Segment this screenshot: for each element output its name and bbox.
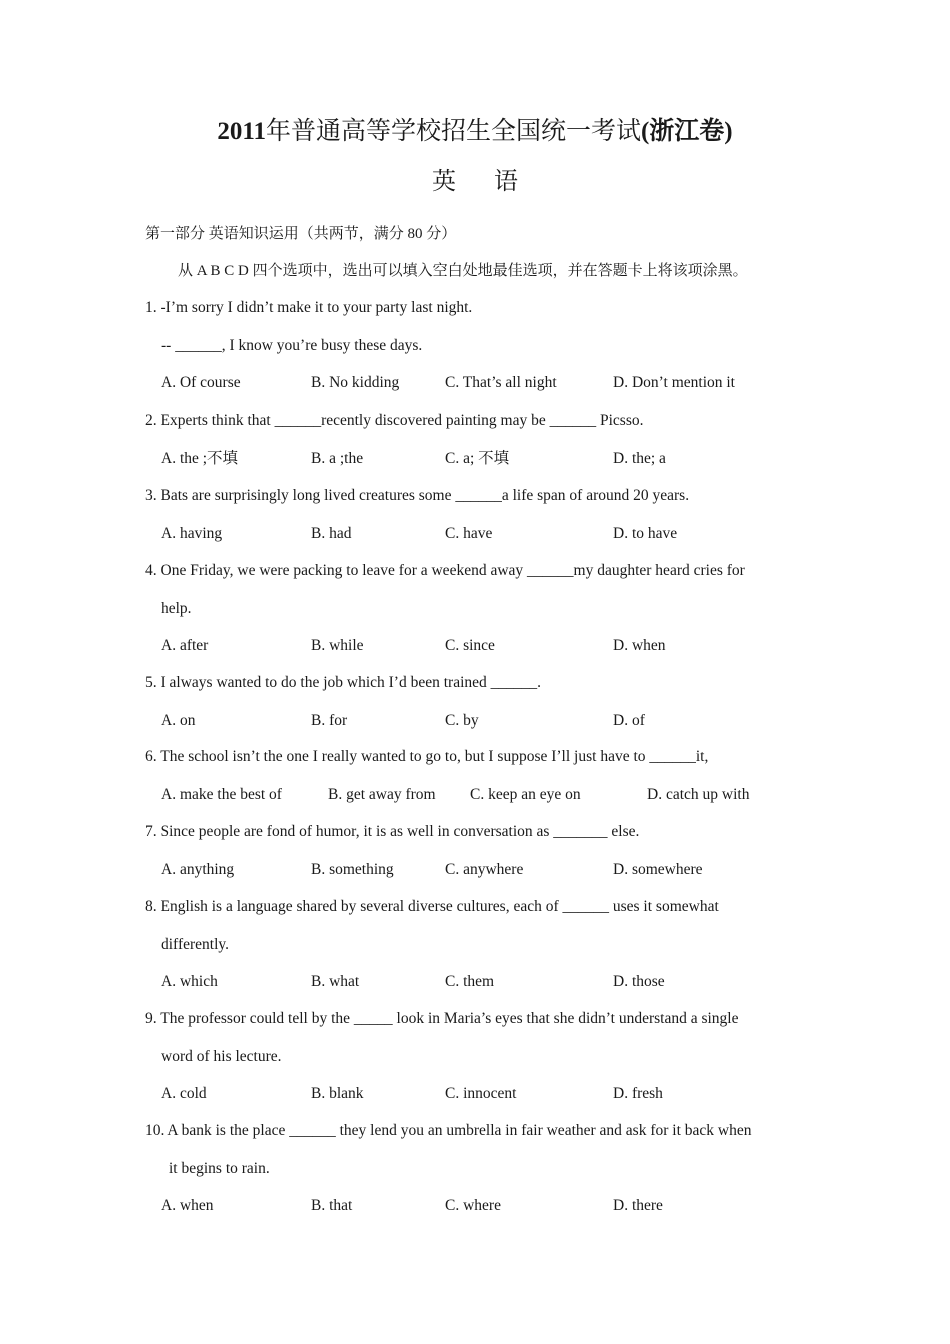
subject-heading: 英 语 xyxy=(432,169,534,195)
answer-option-b: B. what xyxy=(311,973,360,990)
answer-option-b: B. that xyxy=(311,1197,353,1214)
question-stem-continuation: differently. xyxy=(161,935,230,953)
answer-option-b: B. had xyxy=(311,524,352,542)
answer-option-b: B. something xyxy=(311,860,394,878)
question-stem: 6. The school isn’t the one I really wanted to go to, but I suppose I’ll just have to ______it, xyxy=(145,748,709,765)
question-stem: 2. Experts think that ______recently discovered painting may be ______ Picsso. xyxy=(145,412,644,429)
question-stem: 7. Since people are fond of humor, it is as well in conversation as _______ else. xyxy=(145,823,640,840)
answer-option-b: B. a ;the xyxy=(311,449,364,467)
answer-option-d: D. Don’t mention it xyxy=(613,374,735,391)
question-stem: 3. Bats are surprisingly long lived creatures some ______a life span of around 20 years. xyxy=(145,487,690,504)
answer-option-a: A. after xyxy=(161,637,209,654)
answer-option-a: A. which xyxy=(161,973,218,990)
answer-option-c: C. where xyxy=(445,1197,501,1214)
answer-option-a: A. anything xyxy=(161,860,235,878)
answer-option-b: B. for xyxy=(311,711,348,729)
answer-option-d: D. the; a xyxy=(613,449,666,467)
answer-option-b: B. No kidding xyxy=(311,374,400,391)
answer-option-d: D. when xyxy=(613,637,666,654)
answer-option-c: C. by xyxy=(445,711,479,729)
answer-option-d: D. those xyxy=(613,973,665,990)
answer-option-a: A. having xyxy=(161,524,223,542)
question-stem: 8. English is a language shared by several diverse cultures, each of ______ uses it somewhat xyxy=(145,898,719,915)
answer-option-d: D. to have xyxy=(613,524,678,542)
answer-option-d: D. there xyxy=(613,1197,663,1214)
question-stem: 4. One Friday, we were packing to leave for a weekend away ______my daughter heard cries for xyxy=(145,562,745,579)
question-stem: 5. I always wanted to do the job which I’d been trained ______. xyxy=(145,674,542,691)
answer-option-a: A. Of course xyxy=(161,374,241,391)
exam-title xyxy=(0,116,950,148)
title-province: (浙江卷) xyxy=(640,118,733,145)
answer-option-c: C. a; 不填 xyxy=(445,449,510,467)
answer-option-a: A. on xyxy=(161,711,196,729)
answer-option-c: C. them xyxy=(445,973,495,990)
answer-option-d: D. catch up with xyxy=(647,785,750,803)
answer-option-c: C. That’s all night xyxy=(445,374,557,391)
question-stem-continuation: help. xyxy=(161,599,192,617)
question-stem: 10. A bank is the place ______ they lend you an umbrella in fair weather and ask for it back when xyxy=(145,1122,752,1139)
question-stem-continuation: word of his lecture. xyxy=(161,1047,282,1065)
answer-option-b: B. get away from xyxy=(328,785,436,803)
answer-option-c: C. since xyxy=(445,637,495,654)
answer-option-c: C. innocent xyxy=(445,1085,517,1102)
title-main: 年普通高等学校招生全国统一考试 xyxy=(265,118,641,145)
answer-option-b: B. blank xyxy=(311,1085,364,1102)
question-stem: 9. The professor could tell by the _____ look in Maria’s eyes that she didn’t understand a single xyxy=(145,1010,739,1027)
answer-option-c: C. have xyxy=(445,524,493,542)
answer-option-c: C. keep an eye on xyxy=(470,785,581,803)
answer-option-a: A. when xyxy=(161,1197,214,1214)
question-stem-continuation: -- ______, I know you’re busy these days. xyxy=(161,336,423,354)
answer-option-a: A. cold xyxy=(161,1085,207,1102)
section-heading: 第一部分 英语知识运用（共两节，满分 80 分） xyxy=(145,226,457,242)
question-stem-continuation: it begins to rain. xyxy=(169,1159,270,1177)
question-stem: 1. -I’m sorry I didn’t make it to your party last night. xyxy=(145,299,473,316)
answer-option-a: A. the ;不填 xyxy=(161,449,239,467)
title-year: 2011 xyxy=(217,118,266,145)
answer-option-a: A. make the best of xyxy=(161,785,282,803)
answer-option-d: D. fresh xyxy=(613,1085,663,1102)
section-instruction: 从 A B C D 四个选项中，选出可以填入空白处地最佳选项，并在答题卡上将该项涂黑。 xyxy=(178,263,748,279)
answer-option-b: B. while xyxy=(311,637,364,654)
answer-option-d: D. somewhere xyxy=(613,860,703,878)
answer-option-c: C. anywhere xyxy=(445,860,524,878)
answer-option-d: D. of xyxy=(613,711,645,729)
